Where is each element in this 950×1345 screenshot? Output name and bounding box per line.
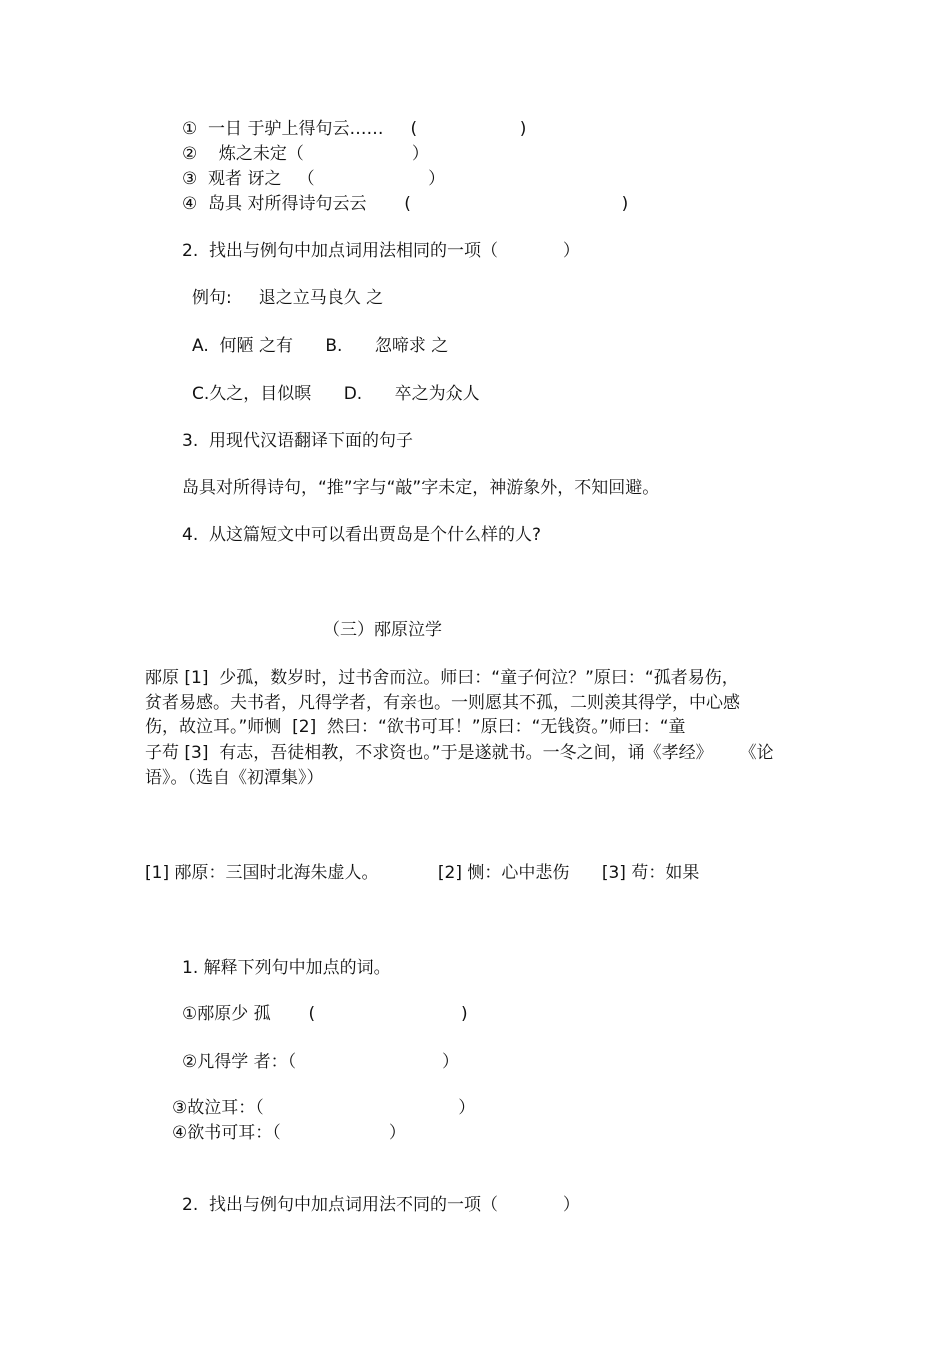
q1-item-2: ② 炼之未定（ ） (182, 144, 429, 164)
passage-line-3: 伤，故泣耳。”师恻 [2] 然曰：“欲书可耳！”原曰：“无钱资。”师曰：“童 (145, 717, 686, 737)
p3-q2-heading: 2. 找出与例句中加点词用法不同的一项（ ） (182, 1195, 580, 1215)
q2-options-cd: C.久之，目似暝 D. 卒之为众人 (192, 384, 480, 404)
p3-q1-item-2: ②凡得学 者：（ ） (182, 1052, 460, 1072)
passage-line-2: 贫者易感。夫书者，凡得学者，有亲也。一则愿其不孤，二则羡其得学，中心感 (145, 693, 740, 713)
q3-sentence: 岛具对所得诗句，“推”字与“敲”字未定，神游象外，不知回避。 (182, 478, 660, 498)
q2-example: 例句: 退之立马良久 之 (192, 288, 384, 308)
q1-item-4: ④ 岛具 对所得诗句云云 ( ) (182, 194, 629, 214)
passage-line-4: 子苟 [3] 有志，吾徒相教，不求资也。”于是遂就书。一冬之间，诵《孝经》 《论 (145, 743, 774, 763)
q2-options-ab: A. 何陋 之有 B. 忽啼求 之 (192, 336, 449, 356)
p3-q1-item-1: ①邴原少 孤 ( ) (182, 1004, 468, 1024)
passage-line-1: 邴原 [1] 少孤，数岁时，过书舍而泣。师曰：“童子何泣？”原曰：“孤者易伤， (145, 668, 739, 688)
q3-heading: 3. 用现代汉语翻译下面的句子 (182, 431, 414, 451)
q1-item-3: ③ 观者 讶之 （ ） (182, 169, 446, 189)
q2-heading: 2. 找出与例句中加点词用法相同的一项（ ） (182, 241, 580, 261)
q4-heading: 4. 从这篇短文中可以看出贾岛是个什么样的人? (182, 525, 542, 545)
p3-q1-item-4: ④欲书可耳：（ ） (172, 1123, 406, 1143)
footnotes: [1] 邴原：三国时北海朱虚人。 [2] 恻：心中悲伤 [3] 苟：如果 (145, 863, 700, 883)
p3-q1-item-3: ③故泣耳：（ ） (172, 1098, 476, 1118)
p3-q1-heading: 1. 解释下列句中加点的词。 (182, 958, 391, 978)
q1-item-1: ① 一日 于驴上得句云…… ( ) (182, 119, 527, 139)
passage-line-5: 语》。（选自《初潭集》） (145, 768, 324, 788)
section-title: （三）邴原泣学 (323, 620, 442, 640)
